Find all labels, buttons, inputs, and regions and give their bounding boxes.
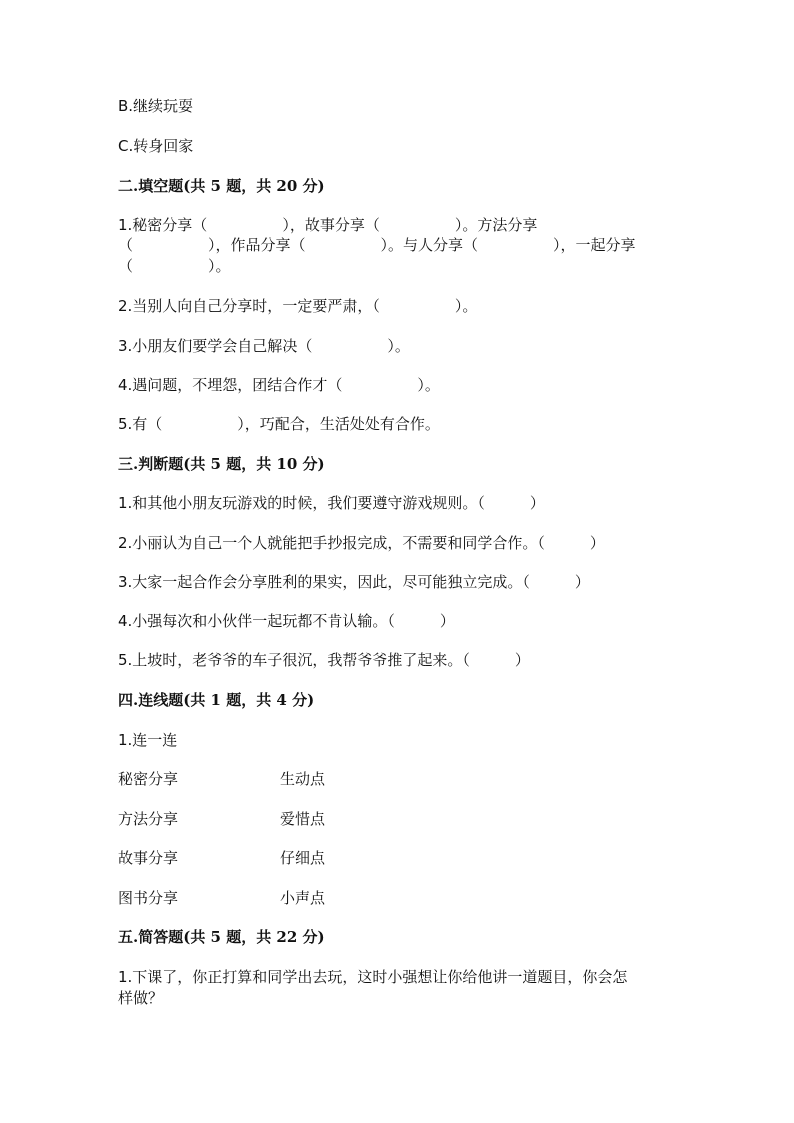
- fill-q1-line1: 1.秘密分享（ ），故事分享（ ）。方法分享: [118, 216, 538, 234]
- fill-q4: 4.遇问题，不埋怨，团结合作才（ ）。: [118, 376, 440, 394]
- judge-q1: 1.和其他小朋友玩游戏的时候，我们要遵守游戏规则。（ ）: [118, 494, 545, 512]
- judge-q2: 2.小丽认为自己一个人就能把手抄报完成，不需要和同学合作。（ ）: [118, 534, 605, 552]
- section-heading-fill-blank: 二.填空题(共 5 题，共 20 分): [118, 177, 325, 195]
- match-left-item: 故事分享: [118, 849, 179, 867]
- match-left-item: 秘密分享: [118, 770, 179, 788]
- fill-q5: 5.有（ ），巧配合，生活处处有合作。: [118, 415, 440, 433]
- answer-q1-line1: 1.下课了，你正打算和同学出去玩，这时小强想让你给他讲一道题目，你会怎: [118, 968, 628, 986]
- section-heading-true-false: 三.判断题(共 5 题，共 10 分): [118, 455, 325, 473]
- judge-q4: 4.小强每次和小伙伴一起玩都不肯认输。（ ）: [118, 612, 455, 630]
- option-b: B.继续玩耍: [118, 97, 194, 115]
- section-heading-matching: 四.连线题(共 1 题，共 4 分): [118, 691, 315, 709]
- match-right-item: 小声点: [280, 889, 326, 907]
- answer-q1-line2: 样做？: [118, 989, 164, 1007]
- match-right-item: 仔细点: [280, 849, 326, 867]
- fill-q2: 2.当别人向自己分享时，一定要严肃，（ ）。: [118, 297, 478, 315]
- match-q1: 1.连一连: [118, 731, 178, 749]
- section-heading-short-answer: 五.简答题(共 5 题，共 22 分): [118, 928, 325, 946]
- fill-q1-line2: （ ），作品分享（ ）。与人分享（ ），一起分享: [118, 236, 636, 254]
- judge-q5: 5.上坡时，老爷爷的车子很沉，我帮爷爷推了起来。（ ）: [118, 651, 530, 669]
- match-right-item: 爱惜点: [280, 810, 326, 828]
- match-left-item: 方法分享: [118, 810, 179, 828]
- match-right-item: 生动点: [280, 770, 326, 788]
- match-left-item: 图书分享: [118, 889, 179, 907]
- fill-q3: 3.小朋友们要学会自己解决（ ）。: [118, 337, 410, 355]
- fill-q1-line3: （ ）。: [118, 257, 231, 275]
- option-c: C.转身回家: [118, 137, 194, 155]
- judge-q3: 3.大家一起合作会分享胜利的果实，因此，尽可能独立完成。（ ）: [118, 573, 590, 591]
